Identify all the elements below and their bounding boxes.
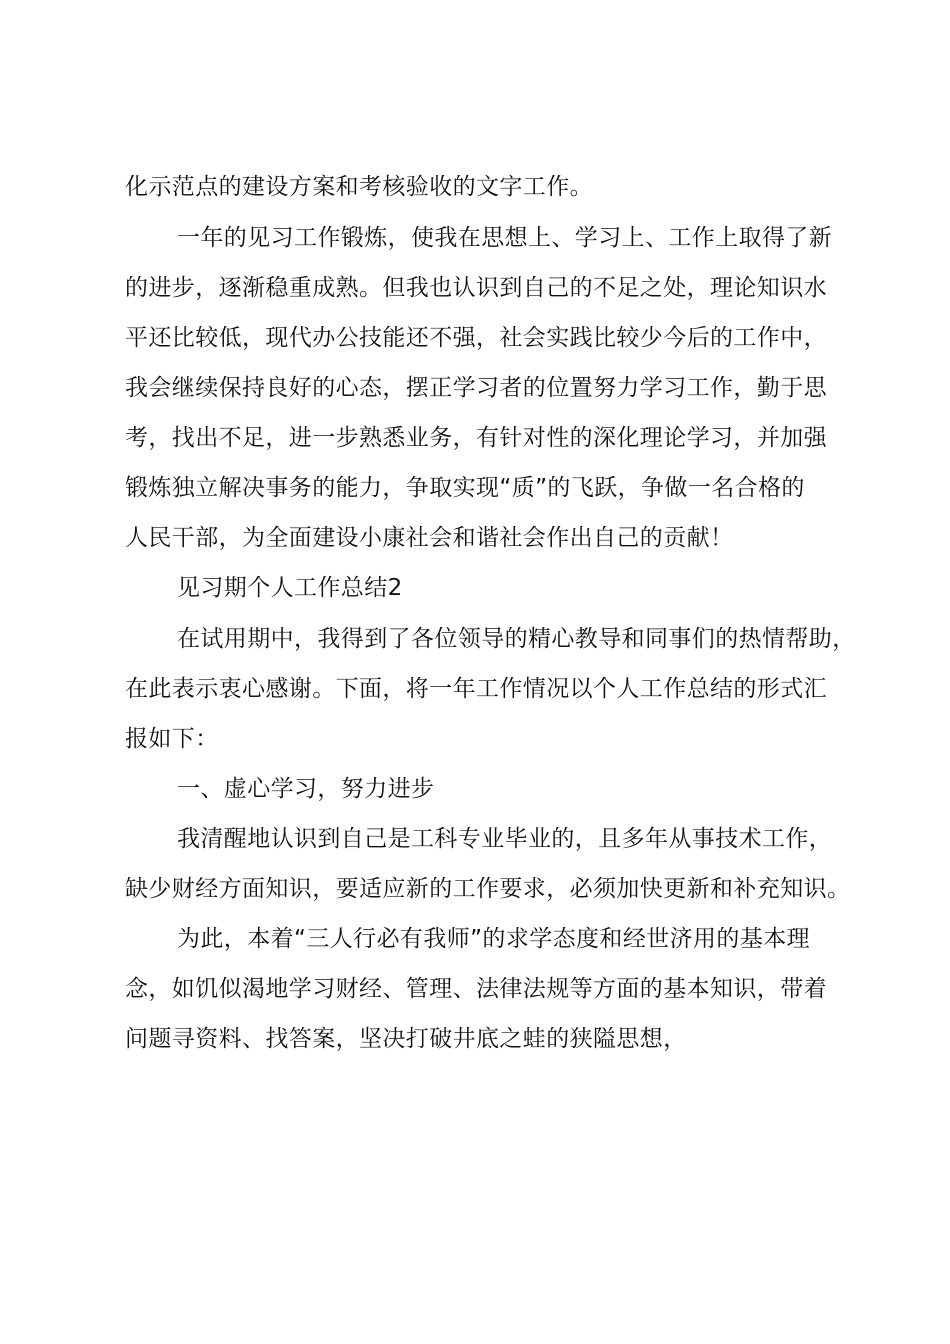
paragraph-first-line: 为此，本着“三人行必有我师”的求学态度和经世济用的基本理 bbox=[177, 926, 811, 952]
body-line: 问题寻资料、找答案，坚决打破井底之蛙的狭隘思想， bbox=[125, 1026, 687, 1052]
body-line: 考，找出不足，进一步熟悉业务，有针对性的深化理论学习，并加强 bbox=[125, 425, 827, 451]
paragraph-first-line: 在试用期中，我得到了各位领导的精心教导和同事们的热情帮助， bbox=[177, 626, 856, 652]
body-line: 缺少财经方面知识，要适应新的工作要求，必须加快更新和补充知识。 bbox=[125, 876, 851, 902]
paragraph-first-line: 我清醒地认识到自己是工科专业毕业的，且多年从事技术工作， bbox=[177, 826, 833, 852]
section-title: 见习期个人工作总结2 bbox=[177, 575, 403, 601]
paragraph-first-line: 一年的见习工作锻炼，使我在思想上、学习上、工作上取得了新 bbox=[177, 225, 833, 251]
body-line: 念，如饥似渴地学习财经、管理、法律法规等方面的基本知识，带着 bbox=[125, 976, 827, 1002]
body-line: 化示范点的建设方案和考核验收的文字工作。 bbox=[125, 174, 593, 200]
body-line: 在此表示衷心感谢。下面，将一年工作情况以个人工作总结的形式汇 bbox=[125, 676, 827, 702]
body-line: 报如下： bbox=[125, 726, 219, 752]
body-line: 我会继续保持良好的心态，摆正学习者的位置努力学习工作，勤于思 bbox=[125, 375, 827, 401]
body-line: 锻炼独立解决事务的能力，争取实现“质”的飞跃，争做一名合格的 bbox=[125, 475, 805, 501]
body-line: 的进步，逐渐稳重成熟。但我也认识到自己的不足之处，理论知识水 bbox=[125, 275, 827, 301]
body-line: 人民干部，为全面建设小康社会和谐社会作出自己的贡献！ bbox=[125, 525, 734, 551]
section-heading: 一、虚心学习，努力进步 bbox=[177, 776, 435, 802]
body-line: 平还比较低，现代办公技能还不强，社会实践比较少今后的工作中， bbox=[125, 325, 827, 351]
